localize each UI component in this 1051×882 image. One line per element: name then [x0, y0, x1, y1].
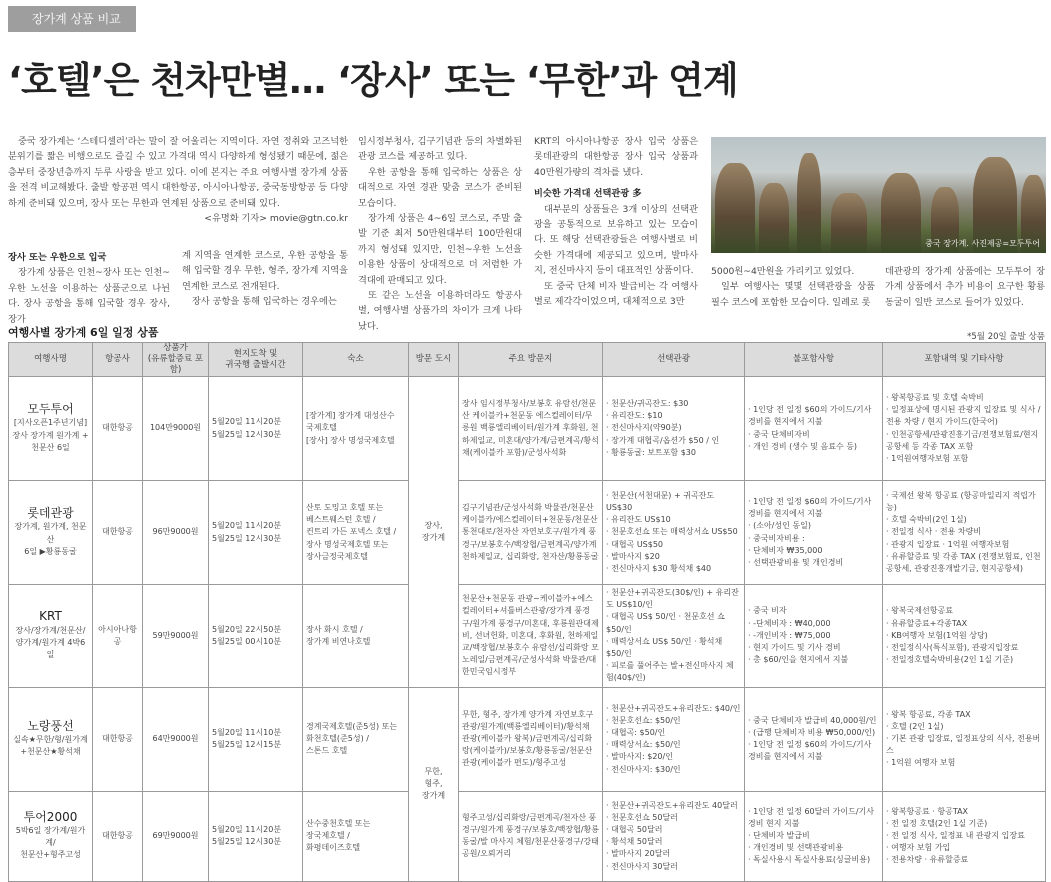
- list-item: · 왕복항공료 및 호텔 숙박비: [886, 392, 1042, 404]
- article-paragraph: 장가계 상품은 인천~장사 또는 인천~우한 노선을 이용하는 상품군으로 나뉜다. 장사 공항을 통해 입국할 경우 장사, 장가: [8, 267, 170, 325]
- excluded-list: [748, 496, 879, 569]
- options-cell: [603, 377, 745, 481]
- list-item: · 발마사지: $20/인: [606, 751, 741, 763]
- article-paragraph: 5000원~4만원을 가리키고 있었다.: [711, 266, 855, 277]
- hotel-cell: 산토 도밍고 호텔 또는 베스트웨스턴 호텔 / 컨트리 가든 포넥스 호텔 / 장사 명성국제호텔 또는 장사금정국제호텔: [303, 481, 409, 585]
- header-agency: 여행사명: [9, 343, 93, 377]
- price-cell: 104만9000원: [143, 377, 209, 481]
- header-excluded: 불포함사항: [745, 343, 883, 377]
- included-cell: [883, 687, 1046, 791]
- included-cell: [883, 481, 1046, 585]
- list-item: · 전용차량 · 유류할증료: [886, 854, 1042, 866]
- list-item: · 대협곡: $50/인: [606, 727, 741, 739]
- list-item: · 국제선 왕복 항공료 (항공마일리지 적립가능): [886, 490, 1042, 514]
- article-paragraph: 중국 장가계는 ‘스테디셀러’라는 말이 잘 어울리는 지역이다. 자연 정취와 고즈넉한 분위기를 짧은 비행으로도 즐길 수 있고 가격대 역시 다양하게 형성됐기 때문에, 젊은 층부터 중장년층까지 두루 사랑을 받고 있다. 이에 본지는 주요 여행사별 장가계 상품을 전격 비교해봤다. 출발 항공편 역시 대한항공, 아시아나항공, 중국동방항공 등 다양하게 준비돼 있으며, 장사 또는 무한과 연계된 상품으로 준비돼 있다.: [8, 136, 348, 209]
- table-row: [9, 377, 1046, 481]
- list-item: · 일정표상에 명시된 관광지 입장료 및 식사 / 전용 차량 / 현지 가이드(한국어): [886, 404, 1042, 428]
- price-cell: 69만9000원: [143, 791, 209, 881]
- table-row: [9, 791, 1046, 881]
- list-item: · 유류할증료+각종TAX: [886, 618, 1042, 630]
- agency-cell: [9, 791, 93, 881]
- times-cell: 5월20일 11시20분 5월25일 12시30분: [209, 377, 303, 481]
- list-item: · 천문호선쇼 50달러: [606, 812, 741, 824]
- airline-cell: 대한항공: [93, 377, 143, 481]
- times-cell: 5월20일 11시20분 5월25일 12시30분: [209, 791, 303, 881]
- article-column-4: [534, 134, 698, 314]
- article-paragraph: 일부 여행사는 몇몇 선택관광을 상품 필수 코스에 포함한 모습이다. 일례로 롯: [711, 281, 875, 308]
- sights-cell: 형주고성/십리화랑/금편계곡/천자산 풍경구/원가계 풍경구/보봉호/백장협/황룡동굴/발 마사지 체험/천문산풍경구/강태공원/오뢰거리: [459, 791, 603, 881]
- times-cell: 5월20일 11시20분 5월25일 12시30분: [209, 481, 303, 585]
- list-item: · 1인당 전 일정 60달러 가이드/기사 경비 현지 지불: [748, 806, 879, 830]
- list-item: · 1억원 여행자 보험: [886, 757, 1042, 769]
- included-list: [886, 392, 1042, 465]
- agency-cell: [9, 585, 93, 688]
- options-cell: [603, 791, 745, 881]
- list-item: · 천문호선쇼: $50/인: [606, 715, 741, 727]
- header-sights: 주요 방문지: [459, 343, 603, 377]
- agency-name: 롯데관광: [27, 506, 74, 521]
- list-item: · 대협곡 US$ 50/인 · 천문호선 쇼 $50/인: [606, 611, 741, 635]
- list-item: · 장가계 대협곡/옵션가 $50 / 인: [606, 435, 741, 447]
- list-item: · KB여행자 보험(1억원 상당): [886, 630, 1042, 642]
- agency-cell: [9, 481, 93, 585]
- article-column-1b: [8, 248, 170, 325]
- price-cell: 64만9000원: [143, 687, 209, 791]
- list-item: · 1억원여행자보험 포함: [886, 453, 1042, 465]
- list-item: · 현지 가이드 및 기사 경비: [748, 642, 879, 654]
- list-item: · 천문산/귀곡잔도: $30: [606, 398, 741, 410]
- options-cell: [603, 687, 745, 791]
- agency-name: KRT: [39, 609, 62, 624]
- excluded-cell: [745, 791, 883, 881]
- agency-cell: [9, 377, 93, 481]
- article-paragraph: 장사 공항을 통해 입국하는 경우에는: [192, 296, 337, 308]
- price-cell: 96만9000원: [143, 481, 209, 585]
- airline-cell: 대한항공: [93, 687, 143, 791]
- sights-cell: 김구기념관/군성사석화 박물관/천문산케이블카/에스컬레이터+천문동/천문산 통천대로/천자산 자연보호구/원가계 풍경구/보봉호수/백장협/금편계곡/양가계 천하제일교, 십리화랑, 천자산/황룡동굴: [459, 481, 603, 585]
- zhangjiajie-photo: [711, 137, 1046, 253]
- included-cell: [883, 585, 1046, 688]
- excluded-cell: [745, 377, 883, 481]
- sights-cell: 천문산+천문동 관광~케이블카+에스컬레이터+셔틀버스관광/장가계 풍경구/원가계 풍경구/미혼대, 후룡원관대제비, 선녀헌화, 미혼대, 후화원, 천하제일교/백장협/보봉호수 유람선/십리화랑 모노레일/금편계곡/군성사석화 박물관/대한민국임시정부: [459, 585, 603, 688]
- sights-cell: 장사 임시정부청사/보봉호 유람선/천문산 케이블카+천문동 에스컬레이터/무릉원 백룡엘리베이터/원가계 후화원, 천하제일교, 미혼대/양가계/금편계곡/황석채(케이블카 포함)/군성사석화: [459, 377, 603, 481]
- list-item: · 독실사용시 독실사용료(싱글비용): [748, 854, 879, 866]
- header-options: 선택관광: [603, 343, 745, 377]
- list-item: · 천문호선쇼 또는 매력상서쇼 US$50: [606, 526, 741, 538]
- list-item: · 황룡동굴: 보트포함 $30: [606, 447, 741, 459]
- city-cell: 무한, 형주, 장가계: [409, 687, 459, 881]
- table-header-row: [9, 343, 1046, 377]
- tour-description: 실속★무한/형/원가계 +천문산★황석채: [13, 735, 88, 757]
- included-list: [886, 806, 1042, 867]
- list-item: · 피로를 풀어주는 발+전신마사지 체험(40$/인): [606, 660, 741, 684]
- excluded-cell: [745, 585, 883, 688]
- table-title: 여행사별 장가계 6일 일정 상품: [8, 326, 159, 339]
- airline-cell: 아시아나항공: [93, 585, 143, 688]
- list-item: · 왕복국제선항공료: [886, 605, 1042, 617]
- list-item: · 호텔 (2인 1실): [886, 721, 1042, 733]
- header-included: 포함내역 및 기타사항: [883, 343, 1046, 377]
- list-item: · 기본 관광 입장료, 일정표상의 식사, 전용버스: [886, 733, 1042, 757]
- headline: ‘호텔’은 천차만별… ‘장사’ 또는 ‘무한’과 연계: [8, 59, 738, 102]
- article-column-5: [711, 264, 875, 314]
- sights-cell: 무한, 형주, 장가계 양가계 자연보호구 관광/원가계(백룡엘리베이터)/황석채 관광(케이블카 왕복)/금편계곡/십리화랑(케이블카)/보봉호/황룡동굴/천문산 관광(케이블카 편도)/형주고성: [459, 687, 603, 791]
- list-item: · 중국 비자: [748, 605, 879, 617]
- article-paragraph: 데관광의 장가계 상품에는 모두투어 장가계 상품에서 추가 비용이 요구한 황룡동굴이 일반 코스로 들어가 있었다.: [885, 266, 1045, 308]
- hotel-cell: 장사 화시 호텔 / 장가계 비연나호텔: [303, 585, 409, 688]
- hotel-cell: 산수중천호텔 또는 장국제호텔 / 화평데이즈호텔: [303, 791, 409, 881]
- list-item: · 개인경비 및 선택관광비용: [748, 842, 879, 854]
- list-item: · -개인비자 : ₩75,000: [748, 630, 879, 642]
- excluded-list: [748, 404, 879, 453]
- list-item: · 1인당 전 일정 $60의 가이드/기사 경비를 현지에서 지불: [748, 739, 879, 763]
- list-item: · 총 $60/인을 현지에서 지불: [748, 654, 879, 666]
- list-item: · 왕복항공료 · 항공TAX: [886, 806, 1042, 818]
- list-item: · 중국 단체비자비: [748, 429, 879, 441]
- list-item: · 천문산+귀곡잔도+유리잔도 40달러: [606, 800, 741, 812]
- list-item: · 매력상서쇼 US$ 50/인 · 황석채 $50/인: [606, 636, 741, 660]
- table-row: [9, 481, 1046, 585]
- times-cell: 5월20일 11시10분 5월25일 12시15분: [209, 687, 303, 791]
- list-item: · 인천공항세/관광진흥기금/전쟁보험료/현지공항세 등 각종 TAX 포함: [886, 429, 1042, 453]
- list-item: · 유리잔도 US$10: [606, 514, 741, 526]
- article-column-1: [8, 134, 348, 234]
- list-item: · 전신마사지(약90분): [606, 422, 741, 434]
- list-item: · 천문산+귀곡잔도(30$/인) + 유리잔도 US$10/인: [606, 587, 741, 611]
- article-paragraph: 임시정부청사, 김구기념관 등의 차별화된 관광 코스를 제공하고 있다.: [358, 136, 522, 163]
- agency-name: 모두투어: [27, 402, 74, 417]
- header-times: 현지도착 및 귀국행 출발시간: [209, 343, 303, 377]
- photo-caption: 중국 장가계. 사진제공=모두투어: [925, 239, 1040, 248]
- tour-description: [지사오픈1주년기념] 장사 장가계 원가계 + 천문산 6일: [12, 418, 89, 452]
- header-price: 상품가 (유류할증료 포함): [143, 343, 209, 377]
- list-item: · (급행 단체비자 비용 ₩50,000/인): [748, 727, 879, 739]
- list-item: · 전일정호텔숙박비용(2인 1실 기준): [886, 654, 1042, 666]
- list-item: · 대협곡 50달러: [606, 824, 741, 836]
- section-tag: 장가계 상품 비교: [8, 6, 136, 32]
- list-item: · 여행자 보험 가입: [886, 842, 1042, 854]
- excluded-list: [748, 715, 879, 764]
- list-item: · 전 일정 식사, 일정표 내 관광지 입장료: [886, 830, 1042, 842]
- list-item: · 전신마사지 $30 황석채 $40: [606, 563, 741, 575]
- list-item: · 황석채 50달러: [606, 836, 741, 848]
- list-item: · 중국 단체비자 발급비 40,000원/인: [748, 715, 879, 727]
- article-paragraph: 또 중국 단체 비자 발급비는 각 여행사별로 제각각이었으며, 대체적으로 3만: [534, 280, 698, 308]
- list-item: · 발마사지 20달러: [606, 848, 741, 860]
- list-item: · 1인당 전 일정 $60의 가이드/기사 경비를 현지에서 지불: [748, 404, 879, 428]
- list-item: · 중국비자비용 :: [748, 533, 879, 545]
- table-note: *5월 20일 출발 상품: [967, 332, 1045, 342]
- agency-name: 노랑풍선: [27, 718, 74, 733]
- subheading: 비슷한 가격대 선택관광 多: [534, 188, 642, 200]
- list-item: · 관광지 입장료 · 1억원 여행자보험: [886, 539, 1042, 551]
- header-city: 방문 도시: [409, 343, 459, 377]
- included-list: [886, 605, 1042, 666]
- list-item: · 전신마사지: $30/인: [606, 764, 741, 776]
- article-paragraph: KRT의 아시아나항공 장사 입국 상품은 롯데관광의 대한항공 장사 입국 상품과 40만원가량의 격차를 냈다.: [534, 136, 698, 178]
- tour-comparison-table: [8, 342, 1046, 882]
- header-hotel: 숙소: [303, 343, 409, 377]
- list-item: · 전일정 식사 · 전용 차량비: [886, 526, 1042, 538]
- list-item: · 단체비자 발급비: [748, 830, 879, 842]
- tour-description: 5박6일 장가계/원가계/ 천문산+형주고성: [15, 825, 86, 860]
- excluded-list: [748, 605, 879, 666]
- airline-cell: 대한항공: [93, 481, 143, 585]
- article-column-2b: [182, 248, 348, 314]
- table-row: [9, 687, 1046, 791]
- excluded-list: [748, 806, 879, 867]
- city-cell: 장사, 장가계: [409, 377, 459, 688]
- options-list: [606, 490, 741, 575]
- subheading: 장사 또는 우한으로 입국: [8, 252, 107, 263]
- list-item: · 발마사지 $20: [606, 551, 741, 563]
- agency-name: 투어2000: [23, 809, 78, 824]
- excluded-cell: [745, 481, 883, 585]
- article-column-6: [885, 264, 1045, 314]
- list-item: · 전 일정 호텔(2인 1실 기준): [886, 818, 1042, 830]
- list-item: · 전일정식사(특식포함), 관광지입장료: [886, 642, 1042, 654]
- list-item: · -단체비자 : ₩40,000: [748, 618, 879, 630]
- hotel-cell: 경계국제호텔(준5성) 또는 화천호텔(준5성) / 스톤드 호텔: [303, 687, 409, 791]
- list-item: · 왕복 항공료, 각종 TAX: [886, 709, 1042, 721]
- tour-description: 장사/장가계/천문산/ 양가계/원가계 4박6일: [15, 625, 86, 660]
- article-paragraph: 또 같은 노선을 이용하더라도 항공사별, 여행사별 상품가의 차이가 크게 나타났다.: [358, 290, 522, 332]
- header-airline: 항공사: [93, 343, 143, 377]
- list-item: · 대협곡 US$50: [606, 539, 741, 551]
- included-cell: [883, 791, 1046, 881]
- options-list: [606, 398, 741, 459]
- agency-cell: [9, 687, 93, 791]
- included-list: [886, 490, 1042, 575]
- options-list: [606, 587, 741, 685]
- options-list: [606, 703, 741, 776]
- options-cell: [603, 481, 745, 585]
- list-item: · 단체비자 ₩35,000: [748, 545, 879, 557]
- list-item: · 선택관광비용 및 개인경비: [748, 557, 879, 569]
- list-item: · 유리잔도: $10: [606, 410, 741, 422]
- tour-description: 장가계, 원가계, 천문산 6일 ▶황룡동굴: [14, 522, 87, 556]
- list-item: · 매력상서쇼: $50/인: [606, 739, 741, 751]
- excluded-cell: [745, 687, 883, 791]
- article-paragraph: 대부분의 상품들은 3개 이상의 선택관광을 공통적으로 보유하고 있는 모습이다. 또 해당 선택관광들은 여행사별로 비슷한 가격대에 제공되고 있으며, 발마사지, 전신마사지 등이 대표적인 상품이다.: [534, 203, 698, 277]
- list-item: · 유류할증료 및 각종 TAX (전쟁보험료, 인천공항세, 관광진흥개발기금, 현지공항세): [886, 551, 1042, 575]
- list-item: · 천문산(서천대문) + 귀곡잔도 US$30: [606, 490, 741, 514]
- options-cell: [603, 585, 745, 688]
- list-item: · 전신마사지 30달러: [606, 861, 741, 873]
- list-item: · (소아/성인 동일): [748, 520, 879, 532]
- airline-cell: 대한항공: [93, 791, 143, 881]
- article-paragraph: 장가계 상품은 4~6일 코스로, 주말 출발 기준 최저 50만원대부터 100만원대까지 형성돼 있지만, 인천~우한 노선을 이용한 상품이 상대적으로 더 저렴한 가격대에 판매되고 있다.: [358, 213, 522, 286]
- list-item: · 개인 경비 (생수 및 음료수 등): [748, 441, 879, 453]
- options-list: [606, 800, 741, 873]
- article-paragraph: 계 지역을 연계한 코스로, 우한 공항을 통해 입국할 경우 무한, 형주, 장가계 지역을 연계한 코스로 전개된다.: [182, 250, 348, 292]
- list-item: · 천문산+귀곡잔도+유리잔도: $40/인: [606, 703, 741, 715]
- hotel-cell: [장가계] 장가계 대성산수 국제호텔 [장사] 장사 명성국제호텔: [303, 377, 409, 481]
- included-cell: [883, 377, 1046, 481]
- list-item: · 호텔 숙박비(2인 1실): [886, 514, 1042, 526]
- price-cell: 59만9000원: [143, 585, 209, 688]
- included-list: [886, 709, 1042, 770]
- byline: <유명화 기자> movie@gtn.co.kr: [204, 213, 348, 225]
- list-item: · 1인당 전 일정 $60의 가이드/기사 경비를 현지에서 지불: [748, 496, 879, 520]
- article-paragraph: 우한 공항을 통해 입국하는 상품은 상대적으로 자연 경관 맞춤 코스가 준비된 모습이다.: [358, 166, 522, 209]
- table-row: [9, 585, 1046, 688]
- times-cell: 5월20일 22시50분 5월25일 00시10분: [209, 585, 303, 688]
- article-column-3: [358, 134, 522, 332]
